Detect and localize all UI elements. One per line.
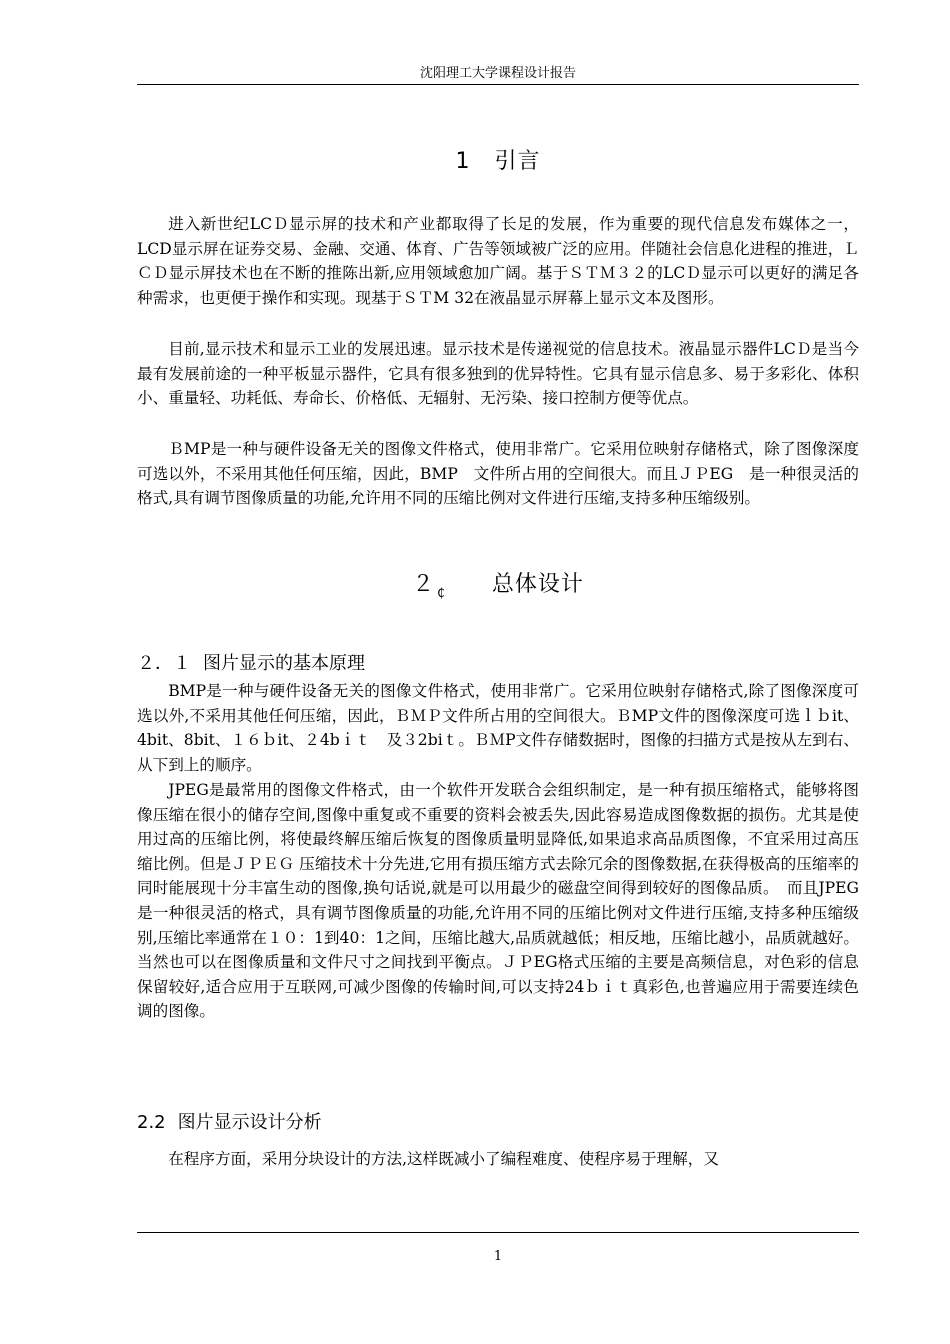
section-2-1-number: ２．１: [137, 653, 191, 674]
intro-paragraph-1: 进入新世纪LCＤ显示屏的技术和产业都取得了长足的发展，作为重要的现代信息发布媒体之一，LCD显示屏在证券交易、金融、交通、体育、广告等领域被广泛的应用。伴随社会信息化进程的推进，ＬＣＤ显示屏技术也在不断的推陈出新,应用领域愈加广阔。基于ＳＴＭ３２的LCＤ显示可以更好的满足各种需求，也更便于操作和实现。现基于ＳＴM 32在液晶显示屏幕上显示文本及图形。: [137, 215, 859, 307]
section-1-heading: [137, 148, 859, 176]
footer-rule: [137, 1232, 859, 1233]
header-rule: [137, 84, 859, 85]
section-2-1-heading: [137, 652, 859, 676]
principle-paragraph-1: BMP是一种与硬件设备无关的图像文件格式，使用非常广。它采用位映射存储格式,除了图像深度可选以外,不采用其他任何压缩，因此，ＢＭＰ文件所占用的空间很大。ＢMP文件的图像深度可选ｌｂit、4bit、8bit、１６ｂit、２4bｉｔ 及３2biｔ。ＢＭP文件存储数据时，图像的扫描方式是按从左到右、从下到上的顺序。: [137, 682, 859, 774]
page-number: 1: [493, 1249, 503, 1264]
section-2-2-number: 2.2: [137, 1112, 166, 1133]
section-2-title: 总体设计: [491, 572, 584, 597]
section-2-2-title: 图片显示设计分析: [177, 1112, 322, 1133]
section-1-number: 1: [455, 149, 471, 174]
page-header: 沈阳理工大学课程设计报告: [419, 66, 576, 81]
principle-paragraph-2: JPEG是最常用的图像文件格式，由一个软件开发联合会组织制定，是一种有损压缩格式，能够将图像压缩在很小的储存空间,图像中重复或不重要的资料会被丢失,因此容易造成图像数据的损伤。尤其是使用过高的压缩比例，将使最终解压缩后恢复的图像质量明显降低,如果追求高品质图像，不宜采用过高压缩比例。但是ＪＰＥＧ 压缩技术十分先进,它用有损压缩方式去除冗余的图像数据,在获得极高的压缩率的同时能展现十分丰富生动的图像,换句话说,就是可以用最少的磁盘空间得到较好的图像品质。 而且JPEG是一种很灵活的格式，具有调节图像质量的功能,允许用不同的压缩比例对文件进行压缩,支持多种压缩级别,压缩比率通常在１０：1到40：1之间，压缩比越大,品质就越低；相反地，压缩比越小，品质就越好。当然也可以在图像质量和文件尺寸之间找到平衡点。ＪＰEG格式压缩的主要是高频信息，对色彩的信息保留较好,适合应用于互联网,可减少图像的传输时间,可以支持24ｂｉｔ真彩色,也普遍应用于需要连续色调的图像。: [137, 781, 859, 1021]
intro-paragraph-3: ＢMP是一种与硬件设备无关的图像文件格式，使用非常广。它采用位映射存储格式，除了图像深度可选以外，不采用其他任何压缩，因此，BMP 文件所占用的空间很大。而且ＪＰEG 是一种很灵活的格式,具有调节图像质量的功能,允许用不同的压缩比例对文件进行压缩,支持多种压缩级别。: [137, 440, 859, 508]
section-2-2-heading: [137, 1111, 859, 1135]
design-paragraph-1: 在程序方面，采用分块设计的方法,这样既减小了编程难度、使程序易于理解，又: [168, 1150, 719, 1168]
section-2-mark: ₵: [437, 586, 446, 600]
section-2-1-title: 图片显示的基本原理: [203, 653, 365, 674]
section-1-title: 引言: [494, 149, 541, 174]
section-2-number: ２: [412, 572, 436, 597]
section-2-heading: [137, 571, 859, 607]
intro-paragraph-2: 目前,显示技术和显示工业的发展迅速。显示技术是传递视觉的信息技术。液晶显示器件LCＤ是当今最有发展前途的一种平板显示器件，它具有很多独到的优异特性。它具有显示信息多、易于多彩化、体积小、重量轻、功耗低、寿命长、价格低、无辐射、无污染、接口控制方便等优点。: [137, 340, 859, 408]
